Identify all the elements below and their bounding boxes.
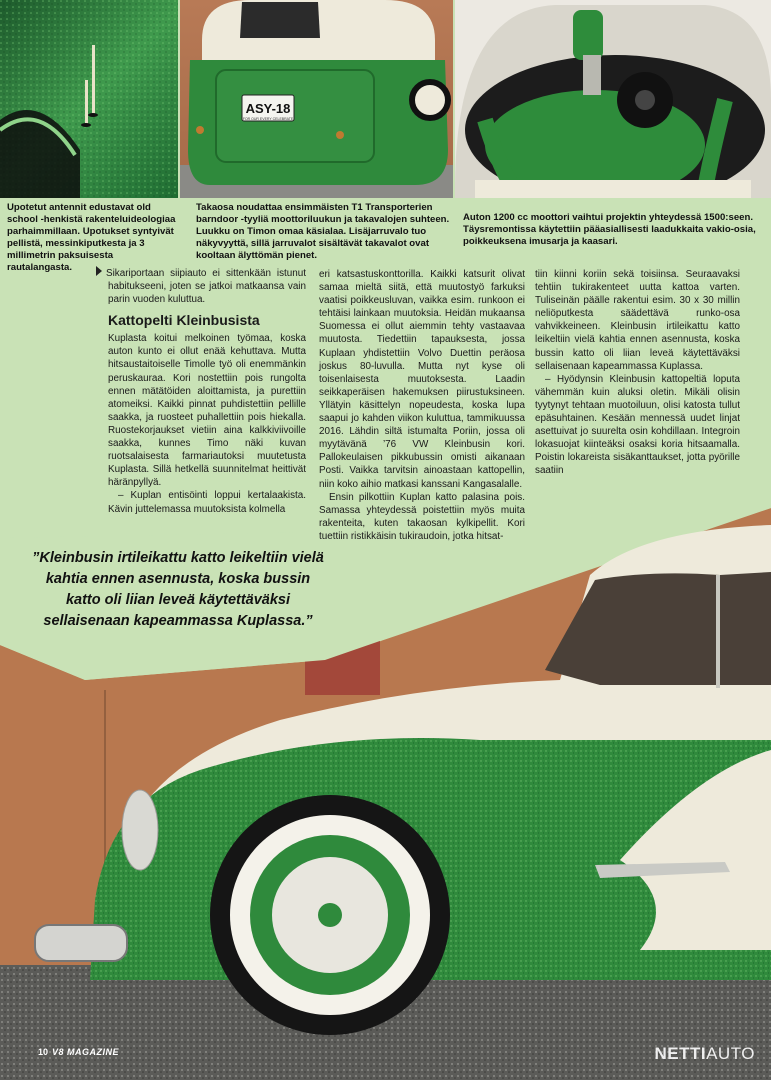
bullet-arrow-icon [96, 266, 102, 276]
source-watermark [654, 1044, 755, 1064]
license-plate-small-text: FOR OUR EVERY CELEBRATE [242, 117, 294, 121]
caption-engine: Auton 1200 cc moottori vaihtui projektin yhteydessä 1500:seen. Täysremontissa käytettiin pääasiallisesti laadukkaita vakio-osia, poikkeuksena imusarja ja kaasari. [463, 212, 756, 247]
page-folio [38, 1047, 119, 1057]
article-column-2 [319, 268, 525, 543]
license-plate-text: ASY-18 [245, 101, 291, 116]
article-column-3 [535, 268, 740, 478]
article-paragraph: eri katsastuskonttorilla. Kaikki katsurit olivat samaa mieltä siitä, että muutostyö farkuksi vaatisi poikkeusluvan, vaikka esim. runkoon ei tehtäisi lainkaan muutoksia. Heidän mukaansa Suomessa ei ollut aiemmin tehty vastaavaa muutosta. Tiedettiin tapauksesta, jossa Kuplaan yhdistettiin Volvo Duettin peräosa joskus 80-luvulla. Mutta nyt kyse oli toisenlaisesta muutoksesta. Laadin seikkaperäisen hakemuksen piirustuksineen. Yllätyin käsittelyn nopeudesta, koska lupa saapui jo kahden viikon kuluttua, tammikuussa 2016. Lähdin siltä istumalta Poriin, jossa oli myytävänä ’76 VW Kleinbusin kori. Pallokeulaisen pikkubussin omisti aikanaan Posti. Vaikka tarvitsin ainoastaan kattopellin, niin koko aihio matkasi kanssani Kangasalalle. [319, 269, 525, 490]
article-intro: Sikariportaan siipiauto ei sittenkään istunut habitukseeni, joten se jatkoi matkaansa vain parin vuoden kuluttua. [106, 268, 306, 306]
page-number: 10 [38, 1047, 49, 1057]
caption-rear: Takaosa noudattaa ensimmäisten T1 Transporterien barndoor -tyyliä moottoriluukun ja takavalojen suhteen. Luukku on Timon omaa käsialaa. Lisäjarruvalo tuo näkyvyyttä, sillä jarruvalot sisältävät takavalot ovat kooltaan älyttömän pienet. [196, 202, 450, 261]
article-paragraph: Ensin pilkottiin Kuplan katto palasina pois. Samassa yhteydessä poistettiin myös muita rakenteita, kuten takaosan kylkipellit. Kori tuettiin ristikkäisin tukiraudoin, jotka hitsat- [319, 491, 525, 542]
article-paragraph: – Hyödynsin Kleinbusin kattopeltiä loputa vähemmän kuin aluksi oletin. Mikäli olisin tyytynyt tehtaan muotoiluun, olisi katosta tullut epäsuhtainen. Kesään mennessä uudet linjat asettuivat jo suurelta osin kohdillaan. Integroin lokasuojat kiinteäksi osaksi koria hitsaamalla. Poistin lokareista sisäkanttaukset, jotta pyörille saatiin [535, 373, 740, 477]
pull-quote: ”Kleinbusin irtileikattu katto leikeltiin vielä kahtia ennen asennusta, koska bussin katto oli liian leveä käytettäväksi sellaisenaan kapeammassa Kuplassa.” [32, 550, 324, 629]
article-subheading: Kattopelti Kleinbusista [108, 312, 260, 329]
watermark-part-b: AUTO [706, 1044, 755, 1063]
article-column-1 [108, 266, 306, 516]
article-paragraph: – Kuplan entisöinti loppui kertalaakista. Kävin juttelemassa muutoksista kolmella [108, 490, 306, 515]
caption-antenna: Upotetut antennit edustavat old school -henkistä rakenteluideologiaa parhaimmillaan. Upotukset syntyivät pellistä, messinkiputkesta ja 3 millimetrin paksuisesta rautalangasta. [7, 202, 176, 273]
article-paragraph: tiin kiinni koriin sekä toisiinsa. Seuraavaksi tehtiin tukirakenteet uutta kattoa varten. Tuliseinän päälle rakentui esim. 30 x 30 millin neliöputkesta säädettävä runko-osa vahvikkeineen. Kleinbusin irtileikattu katto leikeltiin vielä kahtia ennen asennusta, koska bussin katto oli liian leveä käytettäväksi sellaisenaan kapeammassa Kuplassa. [535, 269, 740, 372]
watermark-part-a: NETTI [654, 1044, 707, 1063]
article-paragraph: Kuplasta koitui melkoinen työmaa, koska auton kunto ei ollut enää kehuttava. Mutta hitsaustaitoiselle Timolle työ oli enemmänkin peruskauraa. Kori nostettiin pois rungolta ennen mätätöiden aloittamista, ja purettiin atomeiksi. Kaikki pinnat puhdistettiin pellille saakka, ja ruosteet puhallettiin pois hiekalla. Ruostekorjaukset vietiin aina kalkkiviivoille saakka, kunnes Timo näki kuvan ruotsalaisesta farmariautoksi muutetusta Kuplasta. Sillä hetkellä suunnitelmat heittivät häränpyllyä. [108, 333, 306, 489]
magazine-name: V8 MAGAZINE [52, 1047, 120, 1057]
